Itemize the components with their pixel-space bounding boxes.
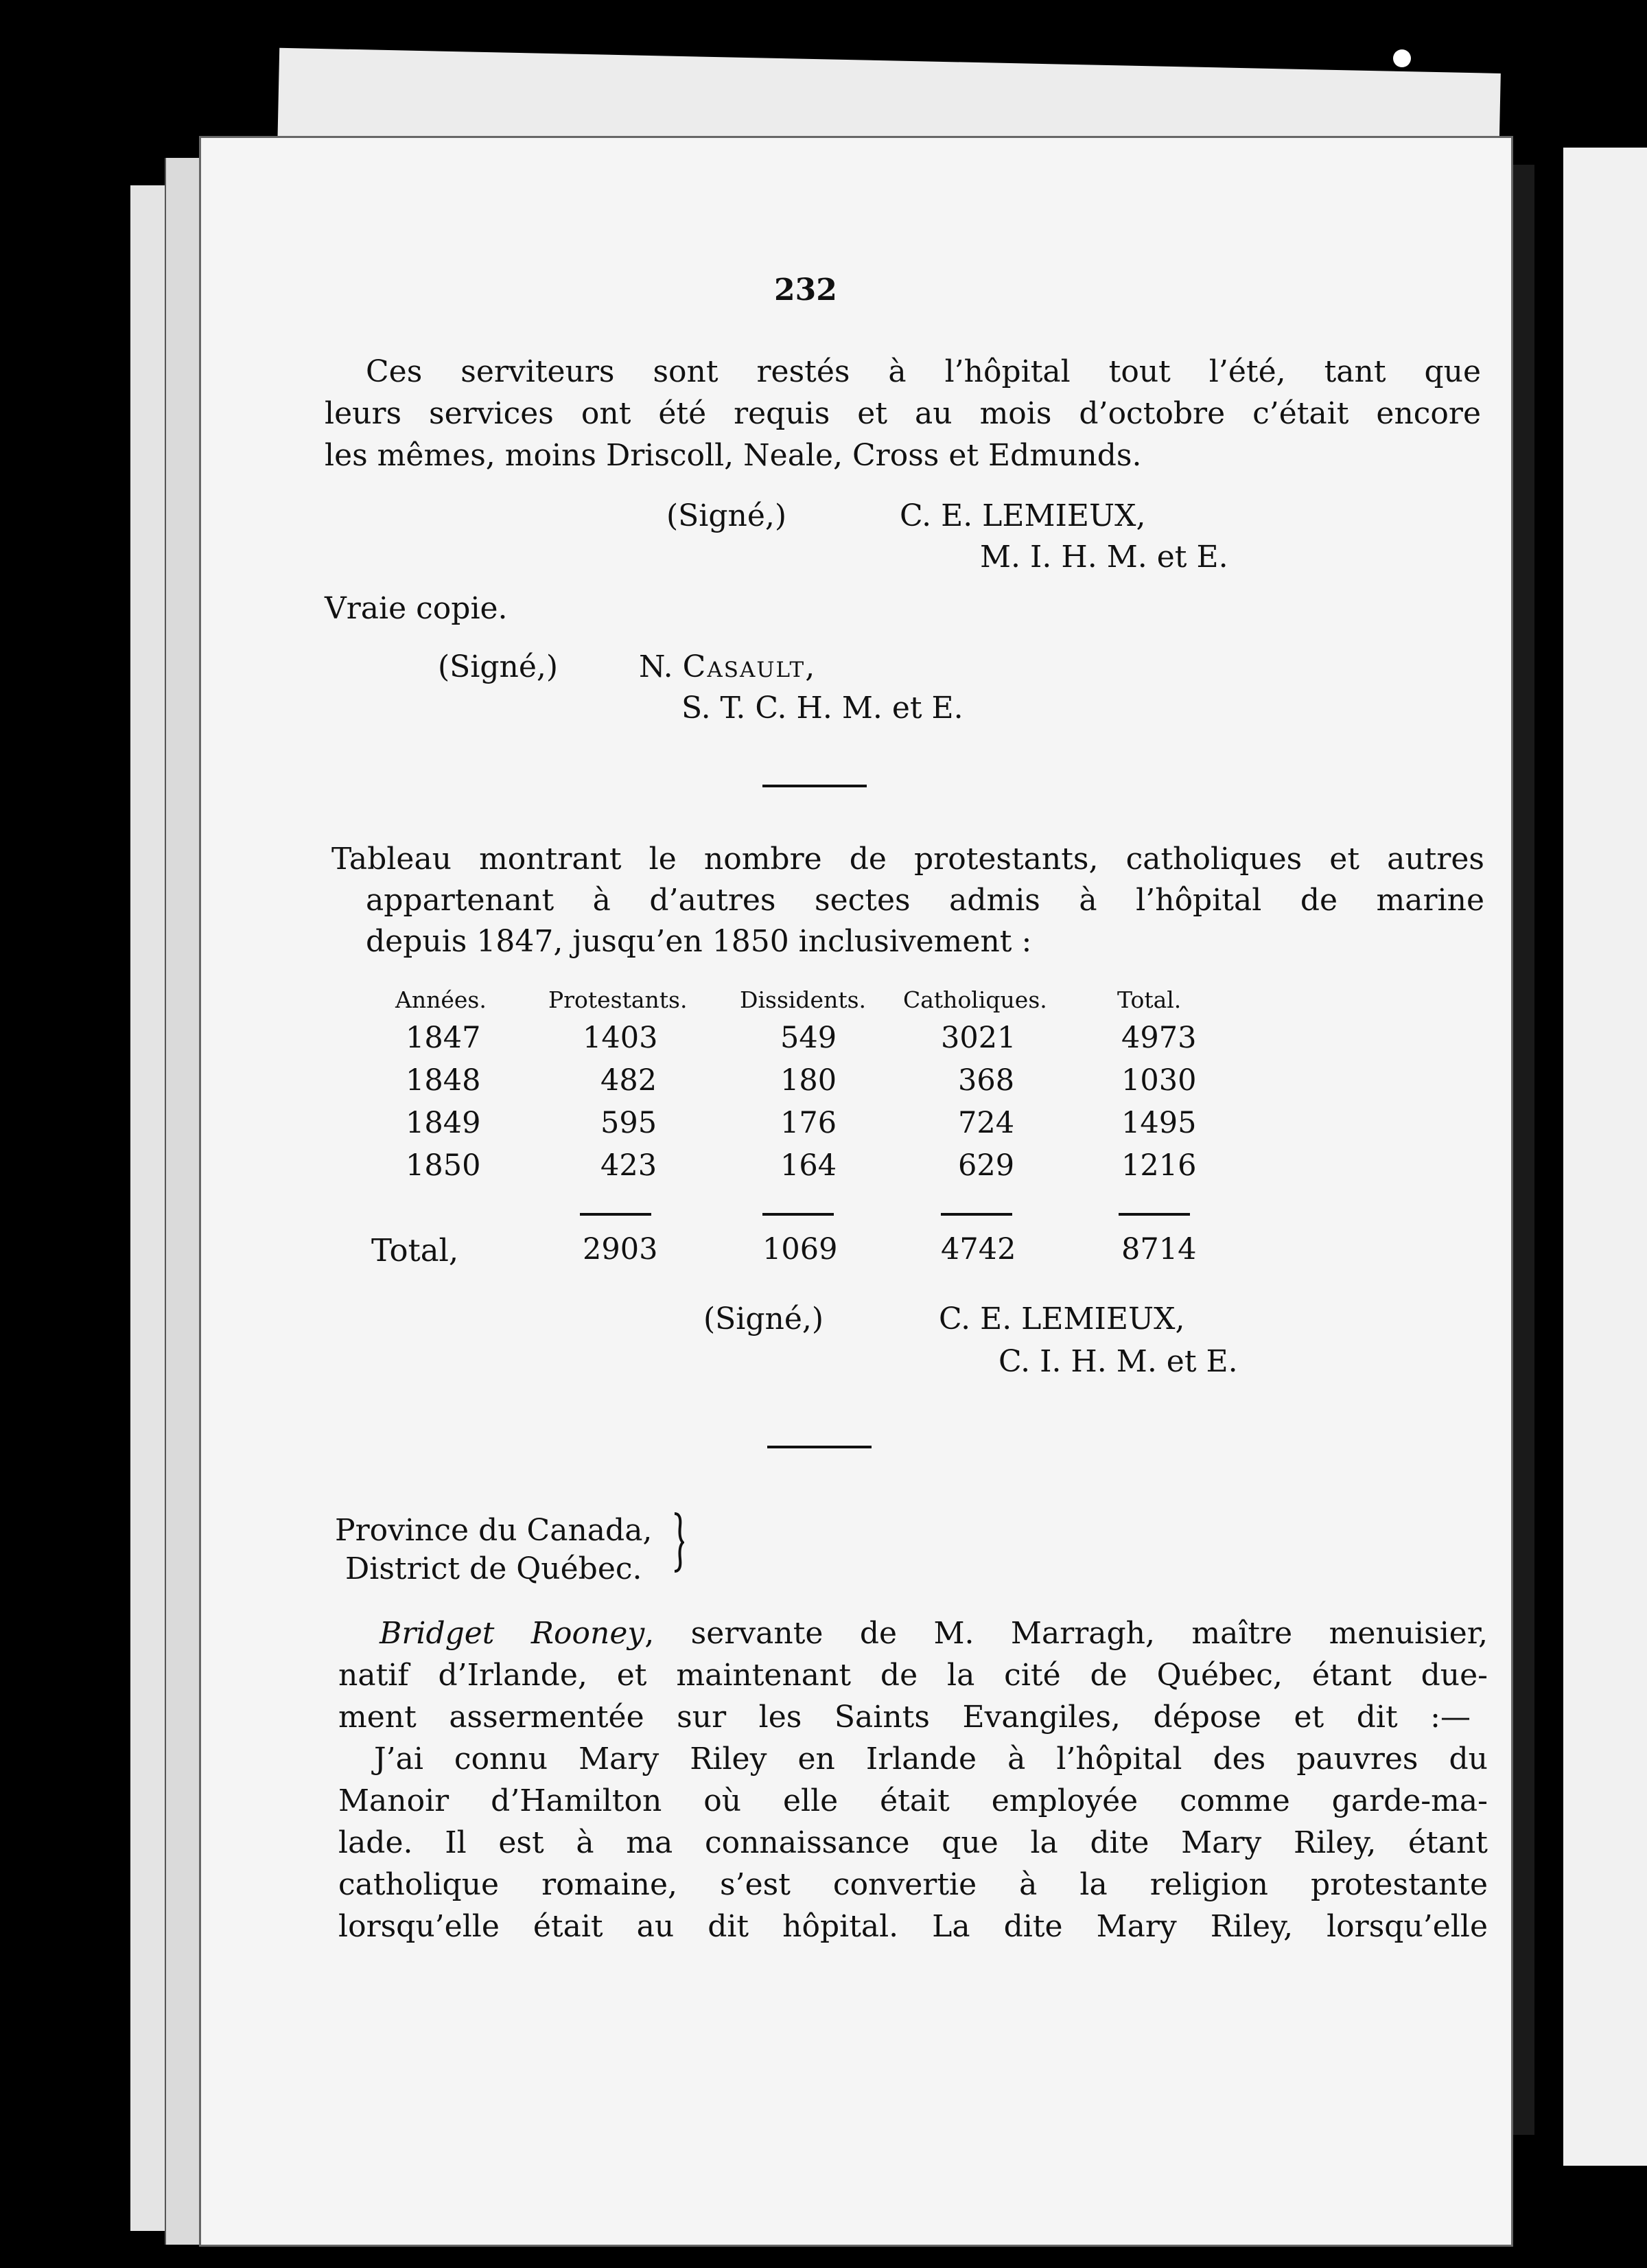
table-cell: 1847: [406, 1021, 481, 1055]
table-header-protestants: Protestants.: [548, 986, 688, 1013]
signature2-name: [639, 646, 816, 688]
deposition-line-7: catholique romaine, s’est convertie à la religion protestante: [338, 1867, 1488, 1902]
book-page: [199, 136, 1513, 2247]
table-cell: 1030: [1121, 1063, 1197, 1098]
table-cell: 1848: [406, 1063, 481, 1098]
table-cell: 164: [780, 1148, 837, 1183]
table-cell: 423: [600, 1148, 657, 1183]
table-cell: 1850: [406, 1148, 481, 1183]
deposition-line-1: [379, 1612, 1488, 1654]
table-header-total: Total.: [1117, 986, 1182, 1013]
table-intro-line-1: Tableau montrant le nombre de protestants, catholiques et autres: [331, 842, 1484, 877]
table-cell: 368: [958, 1063, 1015, 1098]
table-cell: 3021: [941, 1021, 1016, 1055]
table-cell: 176: [780, 1106, 837, 1140]
table-cell: 1495: [1121, 1106, 1197, 1140]
signature2-signe: (Signé,): [438, 649, 559, 684]
total-cell: 4742: [941, 1232, 1016, 1266]
scan-speck: [1393, 49, 1411, 67]
table-cell: 629: [958, 1148, 1015, 1183]
table-intro-line-2: appartenant à d’autres sectes admis à l’hôpital de marine: [366, 883, 1484, 918]
table-header-dissidents: Dissidents.: [740, 986, 867, 1013]
table-cell: 724: [958, 1106, 1015, 1140]
table-cell: 482: [600, 1063, 657, 1098]
total-cell: 2903: [583, 1232, 658, 1266]
signature3-title: C. I. H. M. et E.: [998, 1344, 1238, 1379]
table-cell: 1216: [1121, 1148, 1197, 1183]
table-header-catholiques: Catholiques.: [903, 986, 1047, 1013]
sum-rule: [580, 1213, 651, 1216]
table-cell: 549: [780, 1021, 837, 1055]
signature1-title: M. I. H. M. et E.: [980, 540, 1228, 575]
opening-line-1: Ces serviteurs sont restés à l’hôpital tout l’été, tant que: [366, 354, 1481, 389]
sum-rule: [1119, 1213, 1190, 1216]
opening-line-2: leurs services ont été requis et au mois d’octobre c’était encore: [325, 396, 1481, 431]
table-cell: 595: [600, 1106, 657, 1140]
deposition-line-5: Manoir d’Hamilton où elle était employée comme garde-ma-: [338, 1783, 1488, 1818]
sum-rule: [941, 1213, 1012, 1216]
page-number: 232: [774, 273, 837, 308]
deposition-line-8: lorsqu’elle était au dit hôpital. La dite Mary Riley, lorsqu’elle: [338, 1909, 1488, 1944]
table-cell: 1849: [406, 1106, 481, 1140]
signature1-signe: (Signé,): [666, 498, 787, 533]
deposition-line-4: J’ai connu Mary Riley en Irlande à l’hôpital des pauvres du: [374, 1741, 1488, 1777]
signature3-signe: (Signé,): [703, 1301, 824, 1336]
deponent-name: Bridget Rooney: [379, 1616, 645, 1651]
deposition-line-2: natif d’Irlande, et maintenant de la cité de Québec, étant due-: [338, 1658, 1488, 1693]
table-cell: 4973: [1121, 1021, 1197, 1055]
signature1-name: C. E. LEMIEUX,: [900, 498, 1146, 533]
sum-rule: [762, 1213, 834, 1216]
table-intro-line-3: depuis 1847, jusqu’en 1850 inclusivement :: [366, 924, 1032, 959]
opening-line-3: les mêmes, moins Driscoll, Neale, Cross et Edmunds.: [325, 438, 1142, 473]
section-rule: [767, 1446, 872, 1448]
signature2-initial: N.: [639, 649, 683, 684]
table-cell: 1403: [583, 1021, 658, 1055]
table-cell: 180: [780, 1063, 837, 1098]
deposition-line-6: lade. Il est à ma connaissance que la dite Mary Riley, étant: [338, 1825, 1488, 1860]
vraie-copie: Vraie copie.: [325, 591, 508, 626]
deposition-line-3: ment assermentée sur les Saints Evangiles, dépose et dit :—: [338, 1700, 1471, 1735]
total-cell: 8714: [1121, 1232, 1197, 1266]
signature2-title: S. T. C. H. M. et E.: [681, 691, 963, 726]
district-line: District de Québec.: [345, 1551, 642, 1586]
deposition-line-1-rest: , servante de M. Marragh, maître menuisier,: [644, 1616, 1488, 1651]
signature2-surname: Casault,: [682, 649, 817, 684]
section-rule: [762, 785, 867, 787]
table-header-annees: Années.: [395, 986, 487, 1013]
signature3-name: C. E. LEMIEUX,: [939, 1301, 1185, 1336]
province-line: Province du Canada,: [335, 1513, 653, 1548]
total-label: Total,: [371, 1232, 459, 1269]
brace-icon: [672, 1512, 684, 1573]
facing-page-edge: [1563, 148, 1647, 2166]
total-cell: 1069: [762, 1232, 838, 1266]
